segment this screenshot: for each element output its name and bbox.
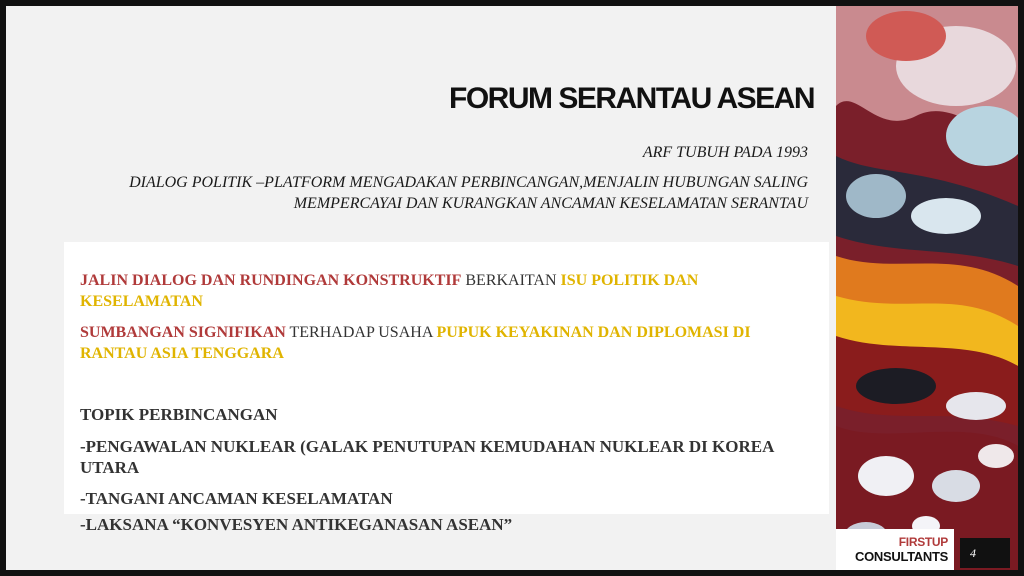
point-normal: BERKAITAN — [461, 272, 561, 289]
point-highlight: JALIN DIALOG DAN RUNDINGAN KONSTRUKTIF — [80, 272, 462, 289]
abstract-fluid-art-image — [836, 6, 1018, 570]
point-dialogue — [80, 270, 800, 312]
point-normal: TERHADAP USAHA — [285, 324, 437, 341]
page-number: 4 — [960, 538, 1010, 568]
slide — [6, 6, 1018, 570]
topic-item: -TANGANI ANCAMAN KESELAMATAN — [80, 489, 393, 508]
brand-line2: CONSULTANTS — [855, 549, 948, 564]
topics-heading: TOPIK PERBINCANGAN — [80, 405, 278, 424]
point-emphasis: PUPUK KEYAKINAN DAN DIPLOMASI DI RANTAU ASIA TENGGARA — [80, 324, 751, 362]
brand-logo — [836, 529, 954, 570]
point-emphasis: ISU POLITIK DAN KESELAMATAN — [80, 272, 699, 310]
content-card — [64, 242, 829, 514]
topic-item: -LAKSANA “KONVESYEN ANTIKEGANASAN ASEAN” — [80, 515, 513, 534]
point-contribution — [80, 322, 800, 364]
point-highlight: SUMBANGAN SIGNIFIKAN — [80, 324, 286, 341]
slide-title: FORUM SERANTAU ASEAN — [449, 82, 814, 115]
topic-item: -PENGAWALAN NUKLEAR (GALAK PENUTUPAN KEMUDAHAN NUKLEAR DI KOREA UTARA — [80, 437, 774, 477]
founded-subtitle: ARF TUBUH PADA 1993 — [642, 144, 808, 161]
brand-line1: FIRSTUP — [898, 535, 948, 549]
dialog-description: DIALOG POLITIK –PLATFORM MENGADAKAN PERBINCANGAN,MENJALIN HUBUNGAN SALING MEMPERCAYAI DAN KURANGKAN ANCAMAN KESELAMATAN SERANTAU — [129, 174, 808, 212]
